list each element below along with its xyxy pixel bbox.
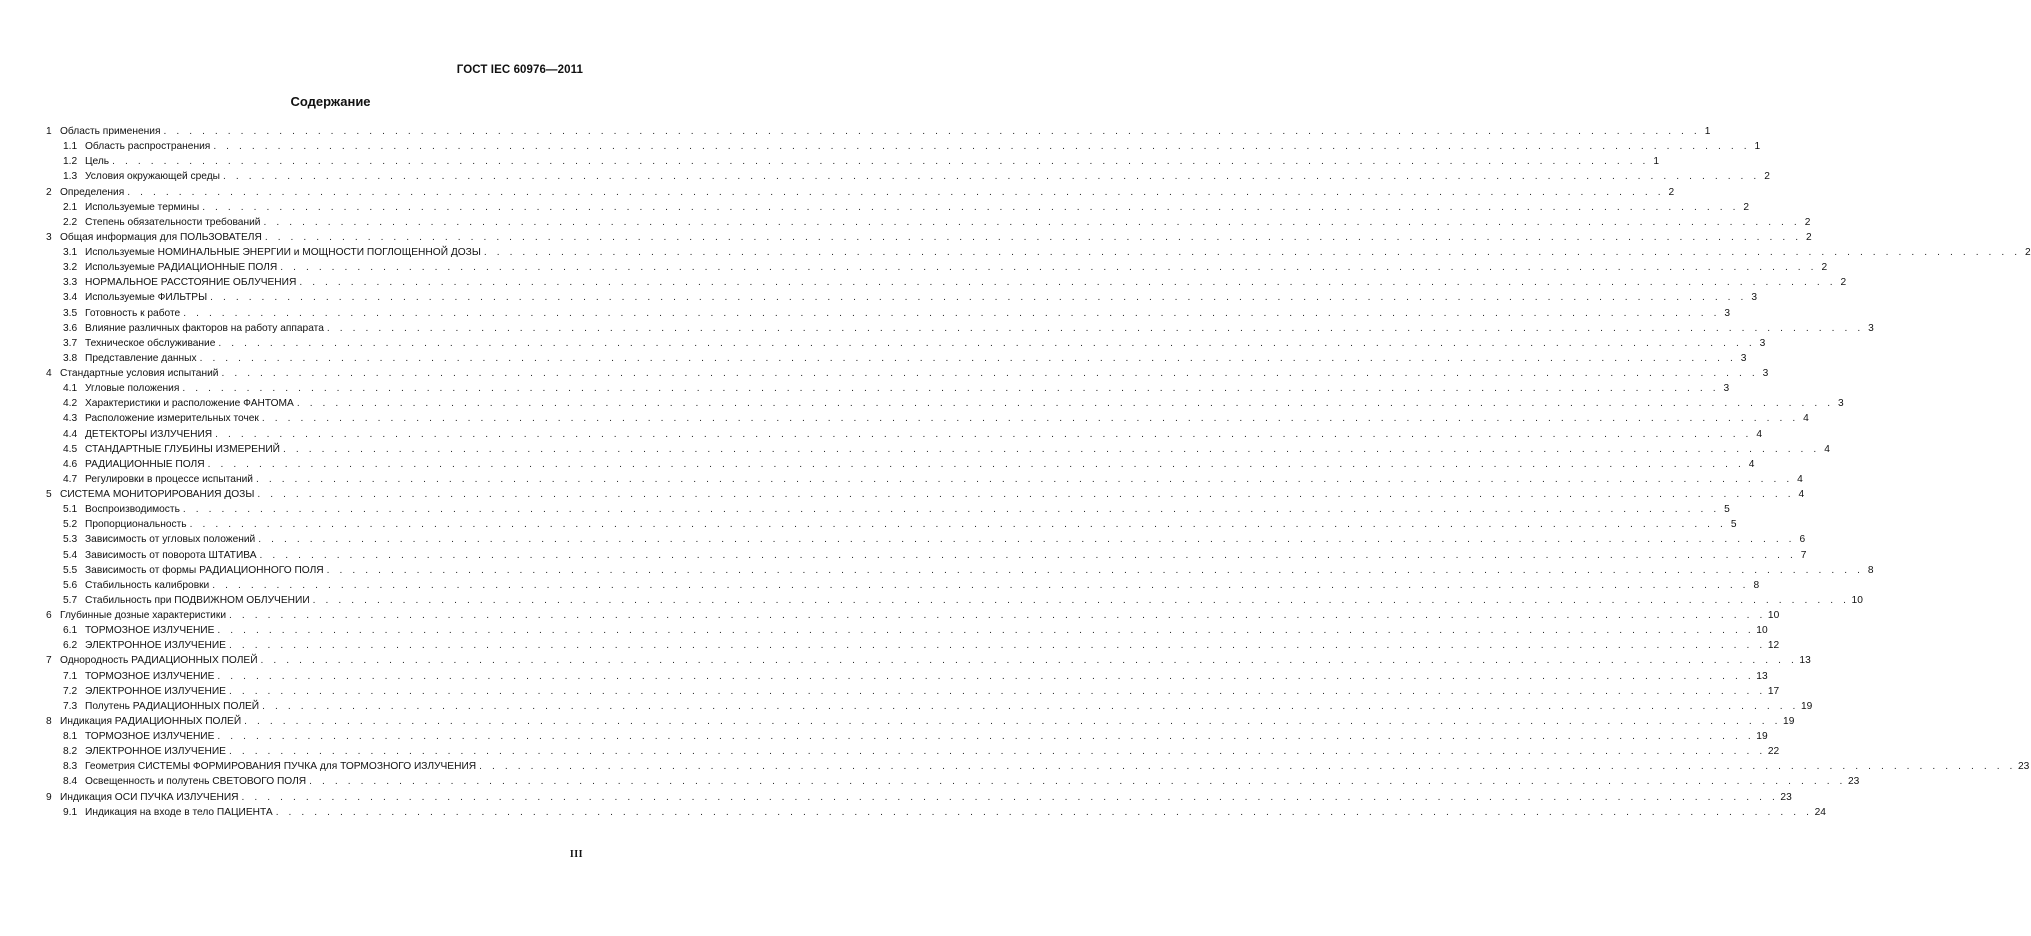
toc-entry-number: 3.1 (63, 247, 78, 258)
toc-entry-title: Стабильность при ПОДВИЖНОМ ОБЛУЧЕНИИ (85, 594, 310, 606)
toc-leader-dots: . . . . . . . . . . . . . . . . . . . . . . . . . . . . . . . . . . . . . . . . . . . . . . . . . . . . . . . . . . . . . . . . . . . . . . . . . . . . . . . . . . . . . . . . . . . . . . . . . . . . . . . . . . . . . . . . . . . . . . . . (296, 398, 1834, 410)
toc-entry-title: Освещенность и полутень СВЕТОВОГО ПОЛЯ (85, 776, 307, 788)
toc-entry[interactable] (46, 442, 1830, 457)
toc-entry-number: 6.2 (63, 640, 78, 652)
toc-entry-number: 1.2 (63, 156, 78, 168)
toc-entry-page: 4 (1797, 473, 1803, 485)
toc-entry-number: 8.2 (63, 746, 78, 758)
toc-entry-page: 3 (1751, 292, 1757, 304)
toc-entry-title: Условия окружающей среды (85, 171, 220, 183)
toc-leader-dots: . . . . . . . . . . . . . . . . . . . . . . . . . . . . . . . . . . . . . . . . . . . . . . . . . . . . . . . . . . . . . . . . . . . . . . . . . . . . . . . . . . . . . . . . . . . . . . . . . . . . . . . . . . . . . . . . . . . . . . . . (258, 534, 1796, 546)
toc-leader-dots: . . . . . . . . . . . . . . . . . . . . . . . . . . . . . . . . . . . . . . . . . . . . . . . . . . . . . . . . . . . . . . . . . . . . . . . . . . . . . . . . . . . . . . . . . . . . . . . . . . . . . . . . . . . . . . . . . . . . . . . . (241, 791, 1779, 803)
toc-leader-dots: . . . . . . . . . . . . . . . . . . . . . . . . . . . . . . . . . . . . . . . . . . . . . . . . . . . . . . . . . . . . . . . . . . . . . . . . . . . . . . . . . . . . . . . . . . . . . . . . . . . . . . . . . . . . . . . . . . . . . . . . (479, 761, 2016, 773)
toc-entry-page: 10 (1767, 610, 1780, 621)
toc-entry-page: 1 (1653, 156, 1659, 168)
toc-entry-number: 2 (46, 186, 52, 198)
toc-leader-dots: . . . . . . . . . . . . . . . . . . . . . . . . . . . . . . . . . . . . . . . . . . . . . . . . . . . . . . . . . . . . . . . . . . . . . . . . . . . . . . . . . . . . . . . . . . . . . . . . . . . . . . . . . . . . . . . . . . . . . . . . (189, 519, 1727, 531)
toc-entry-page: 22 (1767, 746, 1780, 758)
toc-leader-dots: . . . . . . . . . . . . . . . . . . . . . . . . . . . . . . . . . . . . . . . . . . . . . . . . . . . . . . . . . . . . . . . . . . . . . . . . . . . . . . . . . . . . . . . . . . . . . . . . . . . . . . . . . . . . . . . . . . . . . . . . (309, 776, 1846, 788)
toc-entry-number: 9 (46, 791, 52, 803)
toc-entry[interactable] (46, 124, 1711, 139)
toc-entry-page: 3 (1868, 322, 1874, 334)
toc-entry-number: 5.6 (63, 579, 78, 591)
toc-entry-number: 3.7 (63, 337, 78, 349)
toc-leader-dots: . . . . . . . . . . . . . . . . . . . . . . . . . . . . . . . . . . . . . . . . . . . . . . . . . . . . . . . . . . . . . . . . . . . . . . . . . . . . . . . . . . . . . . . . . . . . . . . . . . . . . . . . . . . . . . . . . . . . . . . . (210, 292, 1747, 304)
toc-entry-title: Зависимость от формы РАДИАЦИОННОГО ПОЛЯ (85, 564, 324, 576)
toc-entry-page: 2 (1743, 201, 1750, 213)
toc-entry-title: СИСТЕМА МОНИТОРИРОВАНИЯ ДОЗЫ (60, 489, 255, 500)
toc-leader-dots: . . . . . . . . . . . . . . . . . . . . . . . . . . . . . . . . . . . . . . . . . . . . . . . . . . . . . . . . . . . . . . . . . . . . . . . . . . . . . . . . . . . . . . . . . . . . . . . . . . . . . . . . . . . . . . . . . . . . . . . . (183, 307, 1721, 319)
toc-entry-number: 4.7 (63, 473, 78, 485)
toc-entry-title: РАДИАЦИОННЫЕ ПОЛЯ (85, 458, 205, 470)
toc-entry[interactable] (46, 623, 1768, 638)
toc-entry-title: ЭЛЕКТРОННОЕ ИЗЛУЧЕНИЕ (85, 685, 226, 697)
toc-entry[interactable] (46, 154, 1659, 169)
toc-entry[interactable] (46, 744, 1780, 759)
toc-entry[interactable] (46, 366, 1769, 381)
toc-entry-number: 7.1 (63, 670, 78, 682)
toc-leader-dots: . . . . . . . . . . . . . . . . . . . . . . . . . . . . . . . . . . . . . . . . . . . . . . . . . . . . . . . . . . . . . . . . . . . . . . . . . . . . . . . . . . . . . . . . . . . . . . . . . . . . . . . . . . . . . . . . . . . . . . . . (182, 504, 1720, 516)
toc-leader-dots: . . . . . . . . . . . . . . . . . . . . . . . . . . . . . . . . . . . . . . . . . . . . . . . . . . . . . . . . . . . . . . . . . . . . . . . . . . . . . . . . . . . . . . . . . . . . . . . . . . . . . . . . . . . . . . . . . . . . . . . . (282, 443, 1820, 455)
toc-leader-dots: . . . . . . . . . . . . . . . . . . . . . . . . . . . . . . . . . . . . . . . . . . . . . . . . . . . . . . . . . . . . . . . . . . . . . . . . . . . . . . . . . . . . . . . . . . . . . . . . . . . . . . . . . . . . . . . . . . . . . . . . (229, 610, 1766, 621)
toc-entry-number: 5.7 (63, 594, 78, 606)
toc-leader-dots: . . . . . . . . . . . . . . . . . . . . . . . . . . . . . . . . . . . . . . . . . . . . . . . . . . . . . . . . . . . . . . . . . . . . . . . . . . . . . . . . . . . . . . . . . . . . . . . . . . . . . . . . . . . . . . . . . . . . . . . . (260, 655, 1798, 667)
toc-entry-number: 7.3 (63, 700, 78, 712)
toc-entry-number: 6.1 (63, 625, 78, 637)
toc-entry-page: 8 (1753, 579, 1760, 591)
toc-entry[interactable] (46, 260, 1828, 275)
toc-leader-dots: . . . . . . . . . . . . . . . . . . . . . . . . . . . . . . . . . . . . . . . . . . . . . . . . . . . . . . . . . . . . . . . . . . . . . . . . . . . . . . . . . . . . . . . . . . . . . . . . . . . . . . . . . . . . . . . . . . . . . . . . (312, 594, 1850, 606)
toc-entry-page: 12 (1767, 640, 1780, 652)
toc-leader-dots: . . . . . . . . . . . . . . . . . . . . . . . . . . . . . . . . . . . . . . . . . . . . . . . . . . . . . . . . . . . . . . . . . . . . . . . . . . . . . . . . . . . . . . . . . . . . . . . . . . . . . . . . . . . . . . . . . . . . . . . . (326, 322, 1864, 334)
toc-entry-title: Индикация РАДИАЦИОННЫХ ПОЛЕЙ (60, 715, 242, 727)
toc-entry[interactable] (46, 487, 1805, 502)
toc-entry-title: ТОРМОЗНОЕ ИЗЛУЧЕНИЕ (85, 670, 215, 682)
toc-entry[interactable] (46, 336, 1766, 351)
toc-entry[interactable] (46, 532, 1806, 547)
toc-leader-dots: . . . . . . . . . . . . . . . . . . . . . . . . . . . . . . . . . . . . . . . . . . . . . . . . . . . . . . . . . . . . . . . . . . . . . . . . . . . . . . . . . . . . . . . . . . . . . . . . . . . . . . . . . . . . . . . . . . . . . . . . (263, 216, 1801, 228)
toc-entry-title: Воспроизводимость (85, 504, 180, 516)
toc-entry[interactable] (46, 200, 1750, 215)
toc-entry-page: 3 (1838, 398, 1844, 410)
toc-entry-title: Область применения (60, 126, 161, 137)
toc-entry-page: 13 (1756, 670, 1768, 682)
toc-entry-title: Используемые РАДИАЦИОННЫЕ ПОЛЯ (85, 262, 278, 274)
toc-leader-dots: . . . . . . . . . . . . . . . . . . . . . . . . . . . . . . . . . . . . . . . . . . . . . . . . . . . . . . . . . . . . . . . . . . . . . . . . . . . . . . . . . . . . . . . . . . . . . . . . . . . . . . . . . . . . . . . . . . . . . . . . (275, 806, 1813, 818)
toc-entry-title: Используемые ФИЛЬТРЫ (85, 292, 208, 304)
toc-leader-dots: . . . . . . . . . . . . . . . . . . . . . . . . . . . . . . . . . . . . . . . . . . . . . . . . . . . . . . . . . . . . . . . . . . . . . . . . . . . . . . . . . . . . . . . . . . . . . . . . . . . . . . . . . . . . . . . . . . . . . . . . (112, 156, 1649, 168)
toc-entry-number: 2.1 (63, 201, 78, 213)
document-code: ГОСТ IEC 60976—2011 (456, 64, 583, 76)
toc-entry-number: 5.1 (63, 504, 78, 516)
toc-entry-number: 3.5 (63, 307, 78, 319)
toc-leader-dots: . . . . . . . . . . . . . . . . . . . . . . . . . . . . . . . . . . . . . . . . . . . . . . . . . . . . . . . . . . . . . . . . . . . . . . . . . . . . . . . . . . . . . . . . . . . . . . . . . . . . . . . . . . . . . . . . . . . . . . . . (217, 670, 1755, 682)
toc-entry[interactable] (46, 638, 1780, 653)
toc-entry[interactable] (46, 608, 1780, 623)
toc-entry[interactable] (46, 290, 1757, 305)
toc-leader-dots: . . . . . . . . . . . . . . . . . . . . . . . . . . . . . . . . . . . . . . . . . . . . . . . . . . . . . . . . . . . . . . . . . . . . . . . . . . . . . . . . . . . . . . . . . . . . . . . . . . . . . . . . . . . . . . . . . . . . . . . . (212, 579, 1750, 591)
toc-entry-number: 8.4 (63, 776, 78, 788)
toc-leader-dots: . . . . . . . . . . . . . . . . . . . . . . . . . . . . . . . . . . . . . . . . . . . . . . . . . . . . . . . . . . . . . . . . . . . . . . . . . . . . . . . . . . . . . . . . . . . . . . . . . . . . . . . . . . . . . . . . . . . . . . . . (262, 700, 1799, 712)
toc-entry-title: СТАНДАРТНЫЕ ГЛУБИНЫ ИЗМЕРЕНИЙ (85, 443, 280, 455)
toc-entry-page: 13 (1799, 655, 1811, 667)
toc-entry-page: 2 (1764, 171, 1770, 183)
toc-entry-page: 4 (1748, 458, 1755, 470)
toc-entry-number: 7.2 (63, 685, 78, 697)
toc-entry-page: 2 (1668, 186, 1675, 198)
toc-entry[interactable] (46, 759, 2030, 774)
toc-entry-title: Зависимость от угловых положений (85, 534, 256, 546)
toc-entry-title: Зависимость от поворота ШТАТИВА (85, 549, 257, 561)
toc-leader-dots: . . . . . . . . . . . . . . . . . . . . . . . . . . . . . . . . . . . . . . . . . . . . . . . . . . . . . . . . . . . . . . . . . . . . . . . . . . . . . . . . . . . . . . . . . . . . . . . . . . . . . . . . . . . . . . . . . . . . . . . . (182, 383, 1720, 395)
toc-entry-title: Расположение измерительных точек (85, 413, 259, 425)
toc-entry-title: НОРМАЛЬНОЕ РАССТОЯНИЕ ОБЛУЧЕНИЯ (85, 277, 297, 289)
toc-leader-dots: . . . . . . . . . . . . . . . . . . . . . . . . . . . . . . . . . . . . . . . . . . . . . . . . . . . . . . . . . . . . . . . . . . . . . . . . . . . . . . . . . . . . . . . . . . . . . . . . . . . . . . . . . . . . . . . . . . . . . . . . (221, 368, 1759, 379)
toc-entry-page: 2 (1840, 277, 1847, 289)
toc-entry-number: 4.2 (63, 398, 78, 410)
toc-entry-page: 5 (1724, 504, 1730, 516)
toc-entry-page: 2 (1804, 216, 1811, 228)
toc-entry[interactable] (46, 321, 1874, 336)
toc-leader-dots: . . . . . . . . . . . . . . . . . . . . . . . . . . . . . . . . . . . . . . . . . . . . . . . . . . . . . . . . . . . . . . . . . . . . . . . . . . . . . . . . . . . . . . . . . . . . . . . . . . . . . . . . . . . . . . . . . . . . . . . . (215, 428, 1752, 440)
toc-entry[interactable] (46, 275, 1847, 290)
toc-entry[interactable] (46, 653, 1811, 668)
toc-entry-number: 3.8 (63, 352, 78, 364)
toc-entry-title: Стабильность калибровки (85, 579, 210, 591)
toc-entry-number: 4.4 (63, 428, 78, 440)
toc-leader-dots: . . . . . . . . . . . . . . . . . . . . . . . . . . . . . . . . . . . . . . . . . . . . . . . . . . . . . . . . . . . . . . . . . . . . . . . . . . . . . . . . . . . . . . . . . . . . . . . . . . . . . . . . . . . . . . . . . . . . . . . . (244, 715, 1782, 727)
toc-entry-number: 3.6 (63, 322, 78, 334)
toc-entry[interactable] (46, 805, 1826, 820)
toc-entry[interactable] (46, 411, 1809, 426)
toc-entry[interactable] (46, 245, 2031, 260)
toc-entry[interactable] (46, 396, 1844, 411)
toc-entry-title: Цель (85, 156, 110, 168)
toc-leader-dots: . . . . . . . . . . . . . . . . . . . . . . . . . . . . . . . . . . . . . . . . . . . . . . . . . . . . . . . . . . . . . . . . . . . . . . . . . . . . . . . . . . . . . . . . . . . . . . . . . . . . . . . . . . . . . . . . . . . . . . . . (222, 171, 1760, 183)
toc-entry-page: 7 (1800, 549, 1807, 561)
toc-entry-page: 8 (1867, 564, 1874, 576)
toc-entry-number: 3.3 (63, 277, 78, 289)
toc-entry[interactable] (46, 548, 1807, 563)
toc-entry-title: Определения (60, 186, 125, 198)
toc-entry[interactable] (46, 729, 1768, 744)
toc-leader-dots: . . . . . . . . . . . . . . . . . . . . . . . . . . . . . . . . . . . . . . . . . . . . . . . . . . . . . . . . . . . . . . . . . . . . . . . . . . . . . . . . . . . . . . . . . . . . . . . . . . . . . . . . . . . . . . . . . . . . . . . . (228, 640, 1766, 652)
toc-entry[interactable] (46, 306, 1731, 321)
toc-entry[interactable] (46, 578, 1760, 593)
toc-leader-dots: . . . . . . . . . . . . . . . . . . . . . . . . . . . . . . . . . . . . . . . . . . . . . . . . . . . . . . . . . . . . . . . . . . . . . . . . . . . . . . . . . . . . . . . . . . . . . . . . . . . . . . . . . . . . . . . . . . . . . . . . (217, 625, 1755, 637)
toc-leader-dots: . . . . . . . . . . . . . . . . . . . . . . . . . . . . . . . . . . . . . . . . . . . . . . . . . . . . . . . . . . . . . . . . . . . . . . . . . . . . . . . . . . . . . . . . . . . . . . . . . . . . . . . . . . . . . . . . . . . . . . . . (218, 337, 1756, 349)
toc-entry[interactable] (46, 472, 1803, 487)
toc-entry-number: 5.2 (63, 519, 78, 531)
toc-leader-dots: . . . . . . . . . . . . . . . . . . . . . . . . . . . . . . . . . . . . . . . . . . . . . . . . . . . . . . . . . . . . . . . . . . . . . . . . . . . . . . . . . . . . . . . . . . . . . . . . . . . . . . . . . . . . . . . . . . . . . . . . (217, 731, 1755, 742)
toc-entry-title: Готовность к работе (85, 307, 181, 319)
toc-leader-dots: . . . . . . . . . . . . . . . . . . . . . . . . . . . . . . . . . . . . . . . . . . . . . . . . . . . . . . . . . . . . . . . . . . . . . . . . . . . . . . . . . . . . . . . . . . . . . . . . . . . . . . . . . . . . . . . . . . . . . . . . (202, 201, 1740, 213)
toc-entry-page: 4 (1803, 413, 1809, 425)
toc-leader-dots: . . . . . . . . . . . . . . . . . . . . . . . . . . . . . . . . . . . . . . . . . . . . . . . . . . . . . . . . . . . . . . . . . . . . . . . . . . . . . . . . . . . . . . . . . . . . . . . . . . . . . . . . . . . . . . . . . . . . . . . . (257, 489, 1795, 500)
toc-entry-page: 3 (1762, 368, 1769, 379)
toc-entry-title: Пропорциональность (85, 519, 187, 531)
toc-entry-title: Представление данных (85, 352, 197, 364)
toc-entry-title: Глубинные дозные характеристики (60, 610, 227, 621)
toc-entry-number: 9.1 (63, 806, 78, 818)
toc-entry-title: Область распространения (85, 141, 211, 153)
toc-entry[interactable] (46, 381, 1730, 396)
toc-entry[interactable] (46, 185, 1675, 200)
toc-entry-number: 4.3 (63, 413, 78, 425)
toc-entry-title: ЭЛЕКТРОННОЕ ИЗЛУЧЕНИЕ (85, 746, 226, 758)
toc-entry-number: 5.5 (63, 564, 78, 576)
toc-entry-title: Регулировки в процессе испытаний (85, 473, 253, 485)
toc-entry-page: 19 (1801, 700, 1813, 712)
toc-entry-page: 3 (1724, 307, 1731, 319)
toc-entry[interactable] (46, 774, 1860, 789)
table-of-contents (46, 124, 2031, 820)
toc-entry-page: 2 (1821, 262, 1828, 274)
toc-leader-dots: . . . . . . . . . . . . . . . . . . . . . . . . . . . . . . . . . . . . . . . . . . . . . . . . . . . . . . . . . . . . . . . . . . . . . . . . . . . . . . . . . . . . . . . . . . . . . . . . . . . . . . . . . . . . . . . . . . . . . . . . (163, 126, 1701, 137)
toc-entry[interactable] (46, 139, 1761, 154)
toc-title: Содержание (290, 94, 371, 109)
toc-entry-title: Индикация на входе в тело ПАЦИЕНТА (85, 806, 273, 818)
page-number: III (569, 849, 583, 860)
toc-entry-number: 1.3 (63, 171, 78, 183)
toc-entry-number: 3.4 (63, 292, 78, 304)
toc-entry-title: Используемые термины (85, 201, 200, 213)
toc-entry[interactable] (46, 669, 1768, 684)
toc-entry-number: 8 (46, 715, 52, 727)
toc-entry-title: Общая информация для ПОЛЬЗОВАТЕЛЯ (60, 231, 262, 243)
toc-entry[interactable] (46, 351, 1747, 366)
toc-entry-title: ТОРМОЗНОЕ ИЗЛУЧЕНИЕ (85, 731, 215, 742)
toc-entry-page: 5 (1730, 519, 1737, 531)
toc-leader-dots: . . . . . . . . . . . . . . . . . . . . . . . . . . . . . . . . . . . . . . . . . . . . . . . . . . . . . . . . . . . . . . . . . . . . . . . . . . . . . . . . . . . . . . . . . . . . . . . . . . . . . . . . . . . . . . . . . . . . . . . . (127, 186, 1665, 198)
toc-entry-title: Характеристики и расположение ФАНТОМА (85, 398, 294, 410)
toc-entry-title: Полутень РАДИАЦИОННЫХ ПОЛЕЙ (85, 700, 260, 712)
toc-entry-number: 1 (46, 126, 52, 137)
toc-entry-page: 23 (1780, 791, 1792, 803)
toc-leader-dots: . . . . . . . . . . . . . . . . . . . . . . . . . . . . . . . . . . . . . . . . . . . . . . . . . . . . . . . . . . . . . . . . . . . . . . . . . . . . . . . . . . . . . . . . . . . . . . . . . . . . . . . . . . . . . . . . . . . . . . . . (280, 262, 1818, 274)
toc-entry-number: 3 (46, 231, 52, 243)
toc-entry[interactable] (46, 593, 1863, 608)
toc-entry-page: 6 (1799, 534, 1806, 546)
toc-entry[interactable] (46, 215, 1811, 230)
toc-entry[interactable] (46, 502, 1730, 517)
toc-entry-number: 5 (46, 489, 52, 500)
toc-entry-page: 10 (1851, 594, 1863, 606)
toc-entry-number: 4.6 (63, 458, 78, 470)
toc-entry-page: 4 (1798, 489, 1805, 500)
toc-entry-page: 1 (1704, 126, 1711, 137)
toc-entry-page: 19 (1756, 731, 1768, 742)
toc-entry[interactable] (46, 427, 1762, 442)
toc-leader-dots: . . . . . . . . . . . . . . . . . . . . . . . . . . . . . . . . . . . . . . . . . . . . . . . . . . . . . . . . . . . . . . . . . . . . . . . . . . . . . . . . . . . . . . . . . . . . . . . . . . . . . . . . . . . . . . . . . . . . . . . . (199, 352, 1737, 364)
toc-entry-number: 2.2 (63, 216, 78, 228)
toc-entry-title: Индикация ОСИ ПУЧКА ИЗЛУЧЕНИЯ (60, 791, 239, 803)
toc-leader-dots: . . . . . . . . . . . . . . . . . . . . . . . . . . . . . . . . . . . . . . . . . . . . . . . . . . . . . . . . . . . . . . . . . . . . . . . . . . . . . . . . . . . . . . . . . . . . . . . . . . . . . . . . . . . . . . . . . . . . . . . . (228, 746, 1766, 758)
toc-entry-page: 17 (1767, 685, 1780, 697)
toc-entry-page: 3 (1759, 337, 1766, 349)
toc-entry[interactable] (46, 699, 1813, 714)
toc-entry[interactable] (46, 517, 1737, 532)
toc-entry-page: 2 (2025, 247, 2031, 258)
toc-entry[interactable] (46, 684, 1780, 699)
toc-entry-number: 4 (46, 368, 52, 379)
toc-entry-title: Степень обязательности требований (85, 216, 261, 228)
toc-entry-number: 4.5 (63, 443, 78, 455)
toc-leader-dots: . . . . . . . . . . . . . . . . . . . . . . . . . . . . . . . . . . . . . . . . . . . . . . . . . . . . . . . . . . . . . . . . . . . . . . . . . . . . . . . . . . . . . . . . . . . . . . . . . . . . . . . . . . . . . . . . . . . . . . . . (207, 458, 1745, 470)
toc-entry-number: 1.1 (63, 141, 78, 153)
toc-entry-page: 10 (1756, 625, 1768, 637)
toc-entry[interactable] (46, 790, 1792, 805)
toc-entry-number: 8.3 (63, 761, 78, 773)
toc-entry[interactable] (46, 563, 1874, 578)
toc-entry-page: 4 (1824, 443, 1830, 455)
toc-entry-title: Геометрия СИСТЕМЫ ФОРМИРОВАНИЯ ПУЧКА для ТОРМОЗНОГО ИЗЛУЧЕНИЯ (85, 761, 477, 773)
toc-entry-title: Угловые положения (85, 383, 180, 395)
toc-entry[interactable] (46, 230, 1812, 245)
toc-entry-page: 4 (1756, 428, 1762, 440)
toc-leader-dots: . . . . . . . . . . . . . . . . . . . . . . . . . . . . . . . . . . . . . . . . . . . . . . . . . . . . . . . . . . . . . . . . . . . . . . . . . . . . . . . . . . . . . . . . . . . . . . . . . . . . . . . . . . . . . . . . . . . . . . . . (261, 413, 1799, 425)
toc-entry-title: ДЕТЕКТОРЫ ИЗЛУЧЕНИЯ (85, 428, 213, 440)
toc-entry-page: 23 (2018, 761, 2030, 773)
toc-entry-page: 2 (1806, 231, 1812, 243)
toc-entry-number: 4.1 (63, 383, 78, 395)
toc-entry-number: 3.2 (63, 262, 78, 274)
toc-entry-title: ЭЛЕКТРОННОЕ ИЗЛУЧЕНИЕ (85, 640, 226, 652)
toc-entry[interactable] (46, 714, 1795, 729)
toc-entry[interactable] (46, 169, 1770, 184)
toc-leader-dots: . . . . . . . . . . . . . . . . . . . . . . . . . . . . . . . . . . . . . . . . . . . . . . . . . . . . . . . . . . . . . . . . . . . . . . . . . . . . . . . . . . . . . . . . . . . . . . . . . . . . . . . . . . . . . . . . . . . . . . . . (259, 549, 1797, 561)
toc-entry-page: 3 (1740, 352, 1747, 364)
toc-leader-dots: . . . . . . . . . . . . . . . . . . . . . . . . . . . . . . . . . . . . . . . . . . . . . . . . . . . . . . . . . . . . . . . . . . . . . . . . . . . . . . . . . . . . . . . . . . . . . . . . . . . . . . . . . . . . . . . . . . . . . . . . (228, 685, 1766, 697)
toc-entry-title: Стандартные условия испытаний (60, 368, 219, 379)
toc-entry-number: 8.1 (63, 731, 78, 742)
toc-leader-dots: . . . . . . . . . . . . . . . . . . . . . . . . . . . . . . . . . . . . . . . . . . . . . . . . . . . . . . . . . . . . . . . . . . . . . . . . . . . . . . . . . . . . . . . . . . . . . . . . . . . . . . . . . . . . . . . . . . . . . . . . (264, 231, 1802, 243)
toc-leader-dots: . . . . . . . . . . . . . . . . . . . . . . . . . . . . . . . . . . . . . . . . . . . . . . . . . . . . . . . . . . . . . . . . . . . . . . . . . . . . . . . . . . . . . . . . . . . . . . . . . . . . . . . . . . . . . . . . . . . . . . . . (255, 473, 1793, 485)
toc-entry-page: 23 (1848, 776, 1860, 788)
toc-entry-page: 3 (1723, 383, 1730, 395)
toc-entry-page: 24 (1814, 806, 1826, 818)
toc-leader-dots: . . . . . . . . . . . . . . . . . . . . . . . . . . . . . . . . . . . . . . . . . . . . . . . . . . . . . . . . . . . . . . . . . . . . . . . . . . . . . . . . . . . . . . . . . . . . . . . . . . . . . . . . . . . . . . . . . . . . . . . . (326, 564, 1864, 576)
toc-entry-number: 7 (46, 655, 52, 667)
toc-entry[interactable] (46, 457, 1755, 472)
toc-entry-page: 1 (1754, 141, 1761, 153)
toc-entry-number: 5.4 (63, 549, 78, 561)
toc-entry-page: 19 (1783, 715, 1795, 727)
toc-leader-dots: . . . . . . . . . . . . . . . . . . . . . . . . . . . . . . . . . . . . . . . . . . . . . . . . . . . . . . . . . . . . . . . . . . . . . . . . . . . . . . . . . . . . . . . . . . . . . . . . . . . . . . . . . . . . . . . . . . . . . . . . (213, 141, 1751, 153)
toc-entry-title: Техническое обслуживание (85, 337, 216, 349)
toc-leader-dots: . . . . . . . . . . . . . . . . . . . . . . . . . . . . . . . . . . . . . . . . . . . . . . . . . . . . . . . . . . . . . . . . . . . . . . . . . . . . . . . . . . . . . . . . . . . . . . . . . . . . . . . . . . . . . . . . . . . . . . . . (299, 277, 1837, 289)
toc-leader-dots: . . . . . . . . . . . . . . . . . . . . . . . . . . . . . . . . . . . . . . . . . . . . . . . . . . . . . . . . . . . . . . . . . . . . . . . . . . . . . . . . . . . . . . . . . . . . . . . . . . . . . . . . . . . . . . . . . . . . . . . . (483, 247, 2021, 258)
toc-entry-title: Однородность РАДИАЦИОННЫХ ПОЛЕЙ (60, 655, 258, 667)
toc-entry-title: Влияние различных факторов на работу аппарата (85, 322, 324, 334)
toc-entry-title: Используемые НОМИНАЛЬНЫЕ ЭНЕРГИИ и МОЩНОСТИ ПОГЛОЩЕННОЙ ДОЗЫ (85, 247, 481, 258)
toc-entry-title: ТОРМОЗНОЕ ИЗЛУЧЕНИЕ (85, 625, 215, 637)
toc-entry-number: 6 (46, 610, 52, 621)
toc-entry-number: 5.3 (63, 534, 78, 546)
